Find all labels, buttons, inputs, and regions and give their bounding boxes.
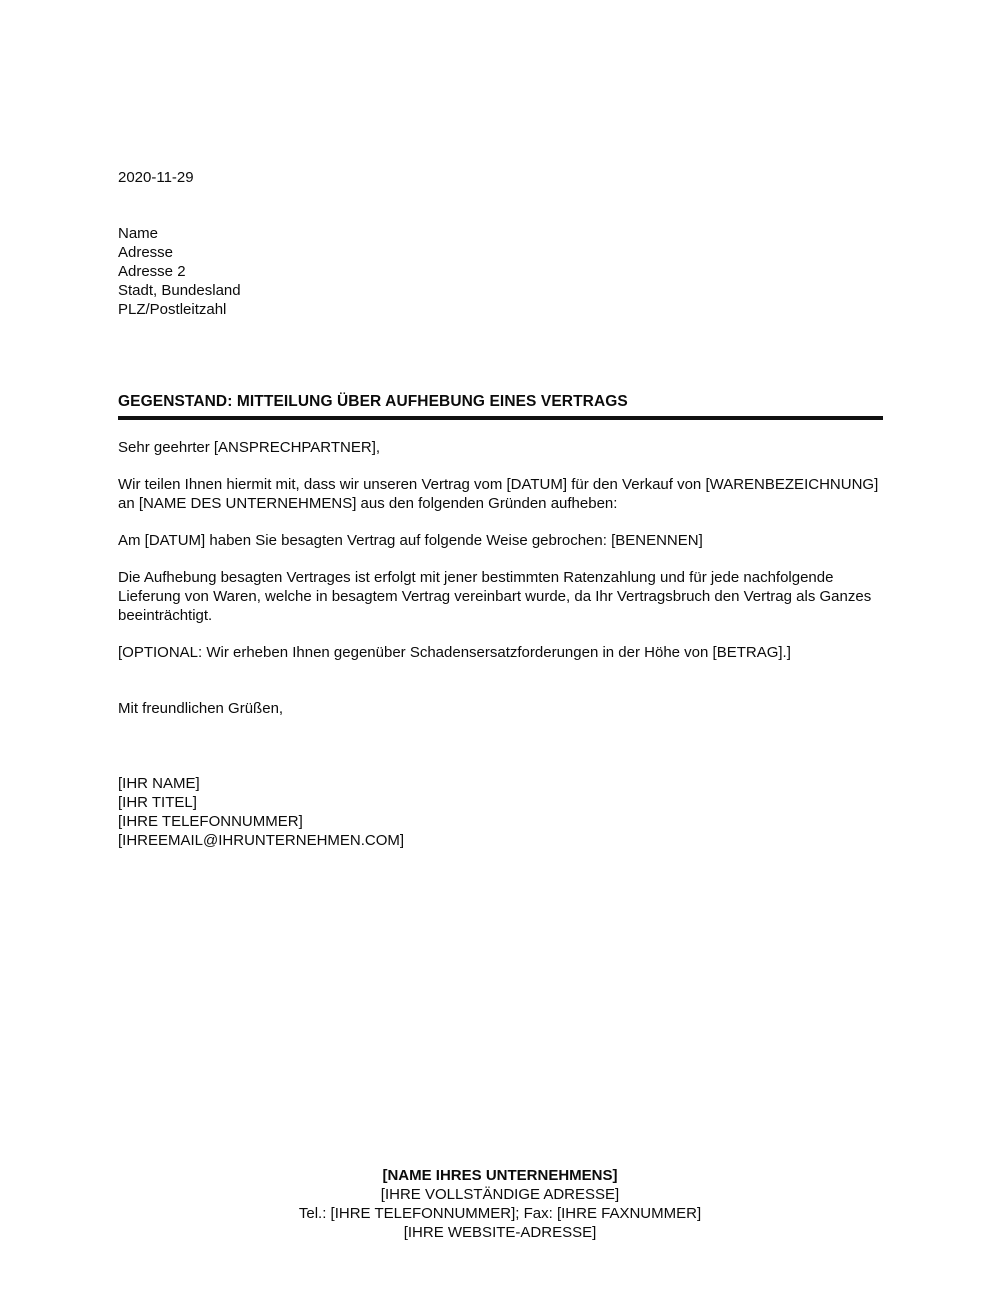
footer-website: [IHRE WEBSITE-ADRESSE] (403, 1224, 597, 1241)
letter-body (118, 0, 883, 850)
signature-title: [IHR TITEL] (118, 794, 197, 811)
signature-phone: [IHRE TELEFONNUMMER] (118, 813, 303, 830)
recipient-address2: Adresse 2 (118, 263, 186, 280)
signature-block (118, 774, 883, 850)
recipient-name: Name (118, 225, 159, 242)
subject-divider (118, 416, 883, 420)
paragraph-2: Am [DATUM] haben Sie besagten Vertrag auf folgende Weise gebrochen: [BENENNEN] (118, 532, 703, 549)
company-footer (0, 1166, 1000, 1242)
paragraph-4: [OPTIONAL: Wir erheben Ihnen gegenüber Schadensersatzforderungen in der Höhe von [BETRAG].] (118, 644, 791, 661)
letter-date: 2020-11-29 (118, 169, 194, 186)
footer-company-name: [NAME IHRES UNTERNEHMENS] (382, 1167, 618, 1184)
recipient-zip: PLZ/Postleitzahl (118, 301, 227, 318)
closing-phrase: Mit freundlichen Grüßen, (118, 700, 284, 717)
signature-email: [IHREEMAIL@IHRUNTERNEHMEN.COM] (118, 832, 405, 849)
paragraph-1: Wir teilen Ihnen hiermit mit, dass wir unseren Vertrag vom [DATUM] für den Verkauf von [WARENBEZEICHNUNG] an [NAME DES UNTERNEHMENS] aus den folgenden Gründen aufheben: (118, 476, 879, 512)
signature-name: [IHR NAME] (118, 775, 200, 792)
footer-company-address: [IHRE VOLLSTÄNDIGE ADRESSE] (380, 1186, 620, 1203)
salutation: Sehr geehrter [ANSPRECHPARTNER], (118, 439, 381, 456)
recipient-address1: Adresse (118, 244, 174, 261)
paragraph-3: Die Aufhebung besagten Vertrages ist erfolgt mit jener bestimmten Ratenzahlung und für jede nachfolgende Lieferung von Waren, welche in besagtem Vertrag vereinbart wurde, da Ihr Vertragsbruch den Vertrag als Ganzes beeinträchtigt. (118, 569, 872, 624)
footer-phone-fax: Tel.: [IHRE TELEFONNUMMER]; Fax: [IHRE FAXNUMMER] (298, 1205, 702, 1222)
recipient-city-state: Stadt, Bundesland (118, 282, 241, 299)
recipient-address-block (118, 224, 883, 319)
subject-line: GEGENSTAND: MITTEILUNG ÜBER AUFHEBUNG EINES VERTRAGS (118, 393, 628, 410)
